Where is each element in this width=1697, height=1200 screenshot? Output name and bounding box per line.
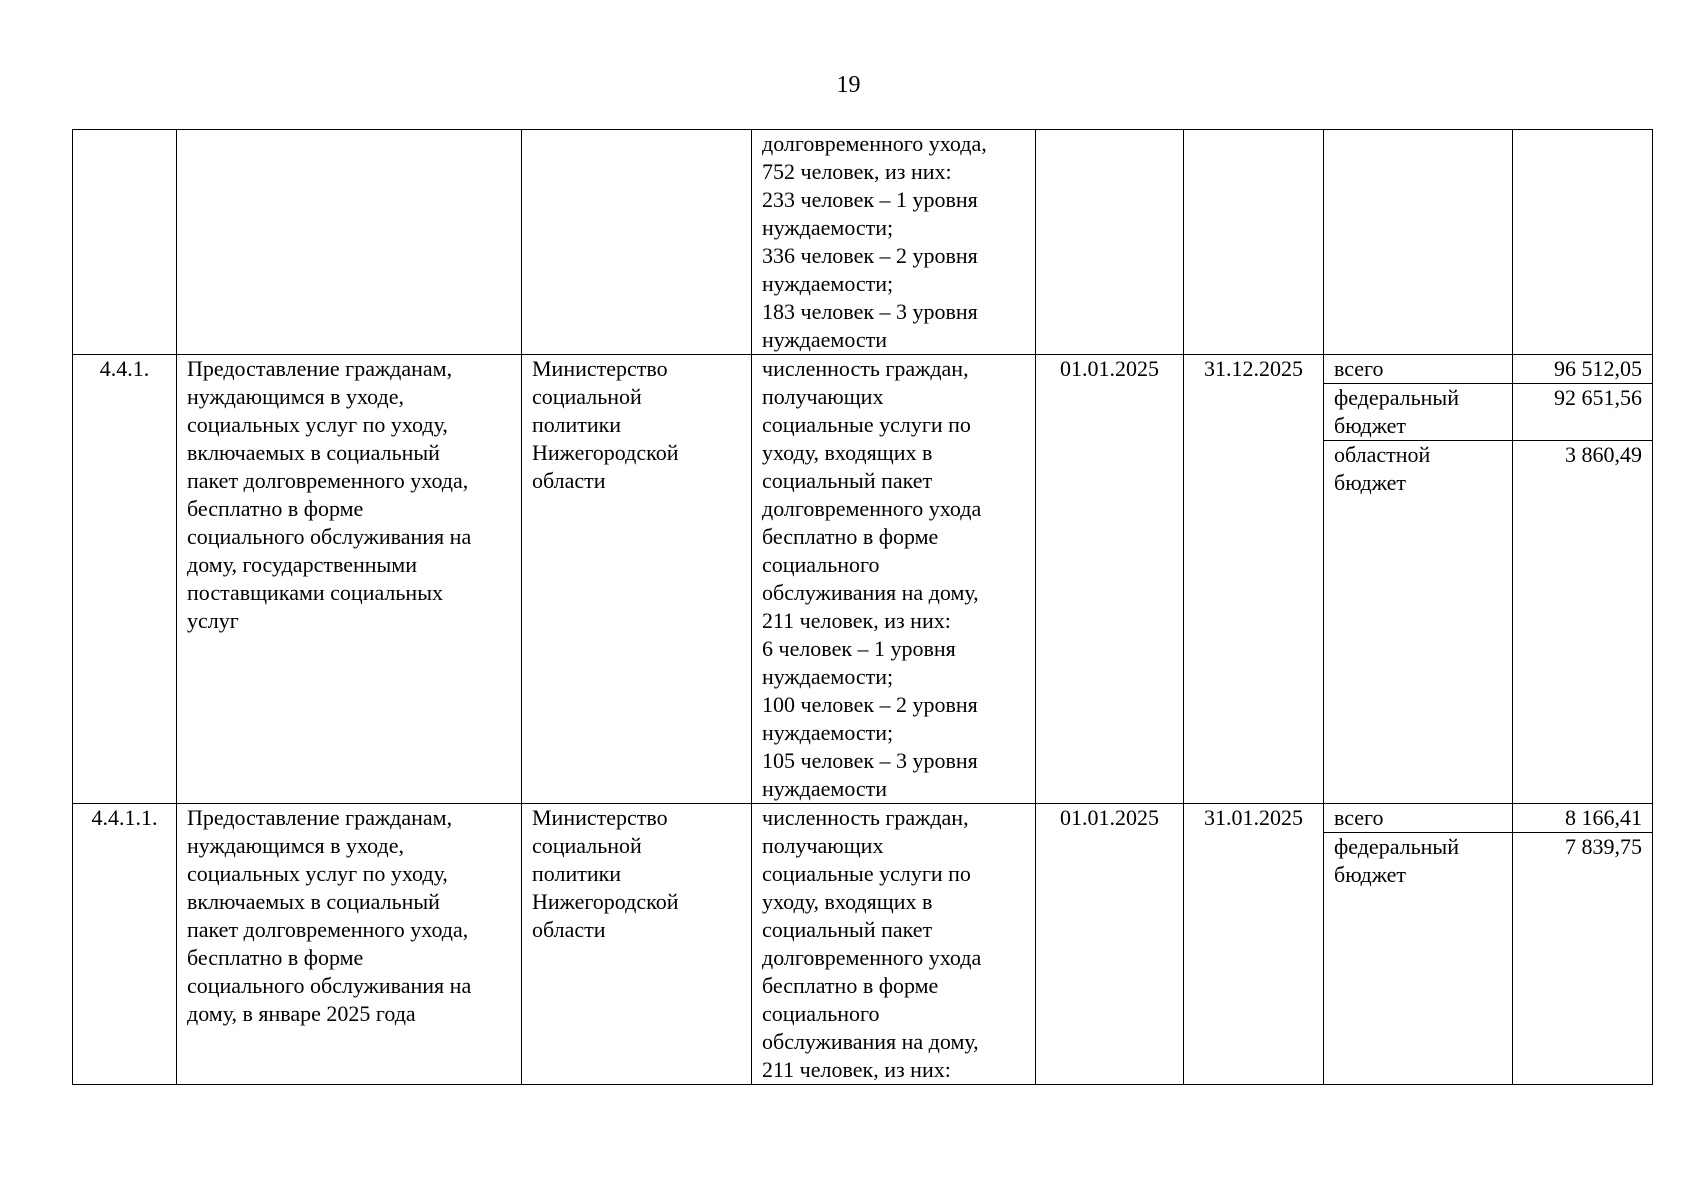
funding-source-line: бюджет bbox=[1334, 413, 1406, 439]
executor-line: политики bbox=[532, 412, 622, 437]
indicator-line: нуждаемости bbox=[762, 776, 888, 801]
cell-end-date bbox=[1184, 130, 1324, 355]
cell-name bbox=[177, 355, 522, 804]
funding-source-line: областной bbox=[1334, 442, 1431, 468]
name-line: дому, государственными bbox=[187, 552, 417, 577]
indicator-line: обслуживания на дому, bbox=[762, 1029, 979, 1054]
indicator-line: нуждаемости; bbox=[762, 664, 894, 689]
cell-funding-amount bbox=[1513, 130, 1653, 355]
cell-indicator bbox=[752, 130, 1036, 355]
table-row-continuation bbox=[73, 130, 1653, 355]
name-line: социального обслуживания на bbox=[187, 524, 472, 549]
cell-funding-amount: 3 860,49 bbox=[1513, 441, 1653, 804]
cell-number: 4.4.1. bbox=[73, 355, 177, 804]
cell-number: 4.4.1.1. bbox=[73, 804, 177, 1085]
indicator-line: 105 человек – 3 уровня bbox=[762, 748, 978, 773]
cell-executor bbox=[522, 355, 752, 804]
cell-funding-amount: 96 512,05 bbox=[1513, 355, 1653, 384]
name-line: дому, в январе 2025 года bbox=[187, 1001, 416, 1026]
indicator-line: долговременного ухода bbox=[762, 945, 982, 970]
cell-funding-source bbox=[1324, 130, 1513, 355]
name-line: пакет долговременного ухода, bbox=[187, 468, 469, 493]
indicator-line: обслуживания на дому, bbox=[762, 580, 979, 605]
cell-funding-source bbox=[1324, 833, 1513, 1085]
indicator-line: 6 человек – 1 уровня bbox=[762, 636, 956, 661]
indicator-line: 233 человек – 1 уровня bbox=[762, 187, 978, 212]
cell-funding-source bbox=[1324, 441, 1513, 804]
executor-line: политики bbox=[532, 861, 622, 886]
name-line: пакет долговременного ухода, bbox=[187, 917, 469, 942]
indicator-line: нуждаемости; bbox=[762, 215, 894, 240]
name-line: социальных услуг по уходу, bbox=[187, 412, 448, 437]
name-line: Предоставление гражданам, bbox=[187, 356, 453, 381]
cell-indicator bbox=[752, 355, 1036, 804]
indicator-line: численность граждан, bbox=[762, 356, 969, 381]
name-line: нуждающимся в уходе, bbox=[187, 384, 404, 409]
cell-funding-source bbox=[1324, 804, 1513, 833]
cell-name bbox=[177, 804, 522, 1085]
name-line: включаемых в социальный bbox=[187, 889, 440, 914]
cell-funding-amount: 92 651,56 bbox=[1513, 384, 1653, 441]
executor-line: Министерство bbox=[532, 805, 668, 830]
indicator-line: нуждаемости bbox=[762, 327, 888, 352]
funding-source-line: всего bbox=[1334, 356, 1384, 381]
indicator-line: 100 человек – 2 уровня bbox=[762, 692, 978, 717]
name-line: поставщиками социальных bbox=[187, 580, 443, 605]
executor-line: области bbox=[532, 917, 606, 942]
indicator-line: 211 человек, из них: bbox=[762, 608, 951, 633]
cell-end-date: 31.01.2025 bbox=[1184, 804, 1324, 1085]
cell-end-date: 31.12.2025 bbox=[1184, 355, 1324, 804]
name-line: социальных услуг по уходу, bbox=[187, 861, 448, 886]
executor-line: социальной bbox=[532, 384, 642, 409]
page-number: 19 bbox=[836, 72, 861, 98]
executor-line: социальной bbox=[532, 833, 642, 858]
name-line: Предоставление гражданам, bbox=[187, 805, 453, 830]
indicator-line: 183 человек – 3 уровня bbox=[762, 299, 978, 324]
funding-source-line: всего bbox=[1334, 805, 1384, 830]
cell-funding-source bbox=[1324, 384, 1513, 441]
cell-name bbox=[177, 130, 522, 355]
cell-funding-amount: 7 839,75 bbox=[1513, 833, 1653, 1085]
executor-line: Нижегородской bbox=[532, 889, 679, 914]
indicator-line: уходу, входящих в bbox=[762, 440, 933, 465]
funding-source-line: федеральный bbox=[1334, 834, 1459, 860]
name-line: бесплатно в форме bbox=[187, 945, 364, 970]
indicator-line: бесплатно в форме bbox=[762, 973, 939, 998]
measures-table bbox=[72, 129, 1653, 1085]
name-line: услуг bbox=[187, 608, 239, 633]
cell-executor bbox=[522, 130, 752, 355]
indicator-line: социального bbox=[762, 552, 880, 577]
name-line: включаемых в социальный bbox=[187, 440, 440, 465]
indicator-line: социальные услуги по bbox=[762, 861, 971, 886]
indicator-line: социальные услуги по bbox=[762, 412, 971, 437]
funding-source-line: бюджет bbox=[1334, 470, 1406, 496]
funding-source-line: бюджет bbox=[1334, 862, 1406, 888]
cell-start-date bbox=[1036, 130, 1184, 355]
indicator-line: социальный пакет bbox=[762, 917, 933, 942]
indicator-line: получающих bbox=[762, 833, 884, 858]
cell-start-date: 01.01.2025 bbox=[1036, 355, 1184, 804]
cell-number bbox=[73, 130, 177, 355]
cell-funding-source bbox=[1324, 355, 1513, 384]
indicator-line: численность граждан, bbox=[762, 805, 969, 830]
name-line: бесплатно в форме bbox=[187, 496, 364, 521]
indicator-line: нуждаемости; bbox=[762, 271, 894, 296]
name-line: социального обслуживания на bbox=[187, 973, 472, 998]
funding-source-line: федеральный bbox=[1334, 385, 1459, 411]
executor-line: области bbox=[532, 468, 606, 493]
name-line: нуждающимся в уходе, bbox=[187, 833, 404, 858]
table-row-4-4-1 bbox=[73, 355, 1653, 384]
executor-line: Министерство bbox=[532, 356, 668, 381]
indicator-line: бесплатно в форме bbox=[762, 524, 939, 549]
indicator-line: 211 человек, из них: bbox=[762, 1057, 951, 1082]
indicator-line: социального bbox=[762, 1001, 880, 1026]
executor-line: Нижегородской bbox=[532, 440, 679, 465]
indicator-line: нуждаемости; bbox=[762, 720, 894, 745]
indicator-line: 752 человек, из них: bbox=[762, 159, 952, 184]
indicator-line: долговременного ухода bbox=[762, 496, 982, 521]
indicator-line: социальный пакет bbox=[762, 468, 933, 493]
indicator-line: долговременного ухода, bbox=[762, 131, 987, 156]
table-row-4-4-1-1 bbox=[73, 804, 1653, 833]
cell-executor bbox=[522, 804, 752, 1085]
cell-funding-amount: 8 166,41 bbox=[1513, 804, 1653, 833]
cell-start-date: 01.01.2025 bbox=[1036, 804, 1184, 1085]
cell-indicator bbox=[752, 804, 1036, 1085]
indicator-line: получающих bbox=[762, 384, 884, 409]
indicator-line: 336 человек – 2 уровня bbox=[762, 243, 978, 268]
indicator-line: уходу, входящих в bbox=[762, 889, 933, 914]
